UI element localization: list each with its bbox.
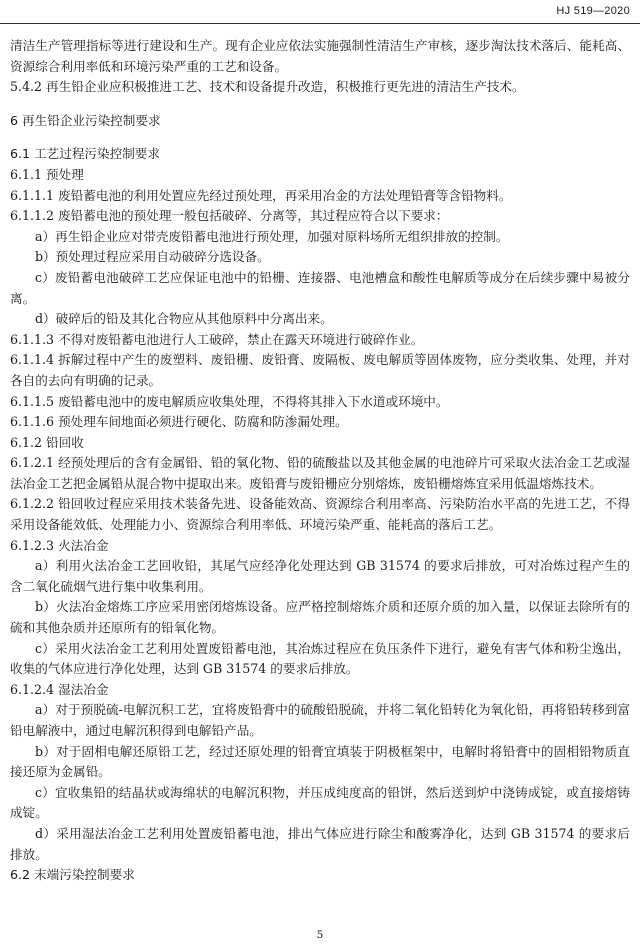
clause-6-1-2-1: 6.1.2.1 经预处理后的含有金属铅、铅的氧化物、铅的硫酸盐以及其他金属的电池碎片可采取火法冶金工艺或湿法冶金工艺把金属铅从混合物中提取出来。废铅膏与废铅栅应分别熔炼，废铅栅熔炼宜采用低温熔炼技术。 [10,455,630,491]
list-item-c: c）宜收集铅的结晶状或海绵状的电解沉积物，并压成纯度高的铅饼，然后送到炉中浇铸成锭，或直接熔铸成锭。 [10,784,630,821]
paragraph: 清洁生产管理指标等进行建设和生产。现有企业应依法实施强制性清洁生产审核，逐步淘汰技术落后、能耗高、资源综合利用率低和环境污染严重的工艺和设备。 [10,38,630,74]
list-item-b: b）对于固相电解还原铅工艺，经过还原处理的铅膏宜填装于阴极框架中，电解时将铅膏中的固相铅物质直接还原为金属铅。 [10,743,630,780]
section-6-1-heading: 6.1 工艺过程污染控制要求 [10,146,160,162]
clause-6-1-1: 6.1.1 预处理 [10,166,84,182]
list-item-b: b）预处理过程应采用自动破碎分选设备。 [35,249,270,265]
list-item-d: d）破碎后的铅及其化合物应从其他原料中分离出来。 [35,311,333,327]
document-code: HJ 519—2020 [556,5,630,17]
clause-6-1-1-3: 6.1.1.3 不得对废铅蓄电池进行人工破碎，禁止在露天环境进行破碎作业。 [10,331,424,347]
clause-6-1-2-3: 6.1.2.3 火法冶金 [10,537,109,553]
list-item-a: a）对于预脱硫-电解沉积工艺，宜将废铅膏中的硫酸铅脱硫，并将二氧化铅转化为氧化铅，再将铅转移到富铅电解液中，通过电解沉积得到电解铅产品。 [10,702,630,738]
list-item-c: c）废铅蓄电池破碎工艺应保证电池中的铅栅、连接器、电池槽盒和酸性电解质等成分在后续步骤中易被分离。 [10,269,630,306]
header-rule [0,23,640,24]
list-item-a: a）再生铅企业应对带壳废铅蓄电池进行预处理，加强对原料场所无组织排放的控制。 [35,228,509,244]
clause-5-4-2: 5.4.2 再生铅企业应积极推进工艺、技术和设备提升改造，积极推行更先进的清洁生产技术。 [10,79,525,95]
list-item-a: a）利用火法冶金工艺回收铅，其尾气应经净化处理达到 GB 31574 的要求后排放，可对冶炼过程产生的含二氧化硫烟气进行集中收集利用。 [10,558,630,594]
list-item-d: d）采用湿法冶金工艺利用处置废铅蓄电池，排出气体应进行除尘和酸雾净化，达到 GB 31574 的要求后排放。 [10,825,630,862]
list-item-c: c）采用火法冶金工艺利用处置废铅蓄电池，其冶炼过程应在负压条件下进行，避免有害气体和粉尘逸出，收集的气体应进行净化处理，达到 GB 31574 的要求后排放。 [10,640,630,677]
clause-6-1-1-2: 6.1.1.2 废铅蓄电池的预处理一般包括破碎、分离等，其过程应符合以下要求： [10,208,449,224]
clause-6-1-1-5: 6.1.1.5 废铅蓄电池中的废电解质应收集处理，不得将其排入下水道或环境中。 [10,393,449,409]
list-item-b: b）火法冶金熔炼工序应采用密闭熔炼设备。应严格控制熔炼介质和还原介质的加入量，以保证去除所有的硫和其他杂质并还原所有的铅氧化物。 [10,599,630,636]
document-body [10,36,630,886]
clause-6-1-1-4: 6.1.1.4 拆解过程中产生的废塑料、废铅栅、废铅膏、废隔板、废电解质等固体废物，应分类收集、处理，并对各自的去向有明确的记录。 [10,352,630,388]
clause-6-1-1-1: 6.1.1.1 废铅蓄电池的利用处置应先经过预处理，再采用冶金的方法处理铅膏等含铅物料。 [10,187,512,203]
page-number: 5 [316,929,324,941]
section-6-2-heading: 6.2 末端污染控制要求 [10,867,135,883]
clause-6-1-1-6: 6.1.1.6 预处理车间地面必须进行硬化、防腐和防渗漏处理。 [10,414,348,430]
clause-6-1-2-4: 6.1.2.4 湿法冶金 [10,681,109,697]
section-6-heading: 6 再生铅企业污染控制要求 [10,112,161,128]
clause-6-1-2: 6.1.2 铅回收 [10,434,84,450]
clause-6-1-2-2: 6.1.2.2 铅回收过程应采用技术装备先进、设备能效高、资源综合利用率高、污染防治水平高的先进工艺，不得采用设备能效低、处理能力小、资源综合利用率低、环境污染严重、能耗高的落后工艺。 [10,496,630,533]
